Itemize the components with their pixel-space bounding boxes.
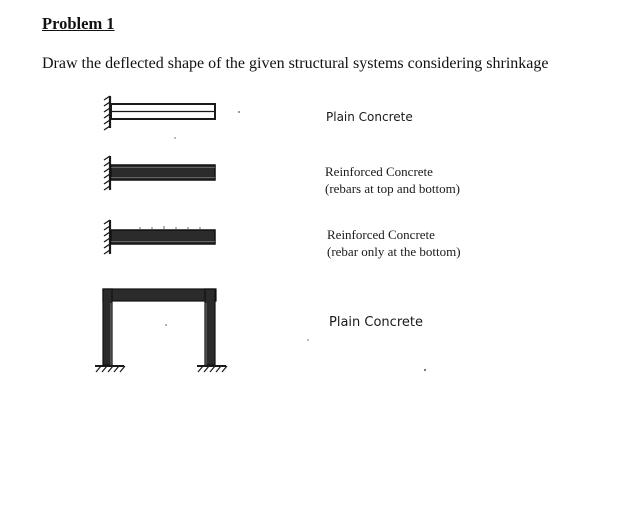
frame-right-column bbox=[205, 289, 215, 365]
problem-statement: Draw the deflected shape of the given structural systems considering shrinkage bbox=[42, 55, 549, 72]
cantilever-reinforced-bottom bbox=[104, 220, 215, 254]
system-1-label: Plain Concrete bbox=[326, 110, 413, 124]
system-4-label: Plain Concrete bbox=[329, 315, 423, 330]
fixed-support-base-right bbox=[197, 366, 227, 372]
cantilever-plain-concrete bbox=[104, 96, 215, 130]
cantilever-reinforced-top-bottom bbox=[104, 156, 215, 190]
system-3-label: Reinforced Concrete (rebar only at the bottom) bbox=[327, 227, 461, 259]
system-2-label: Reinforced Concrete (rebars at top and bottom) bbox=[325, 164, 461, 196]
fixed-support-base-left bbox=[95, 366, 125, 372]
frame-beam bbox=[103, 289, 216, 301]
portal-frame-plain-concrete bbox=[95, 289, 227, 372]
problem-title: Problem 1 bbox=[42, 14, 115, 33]
